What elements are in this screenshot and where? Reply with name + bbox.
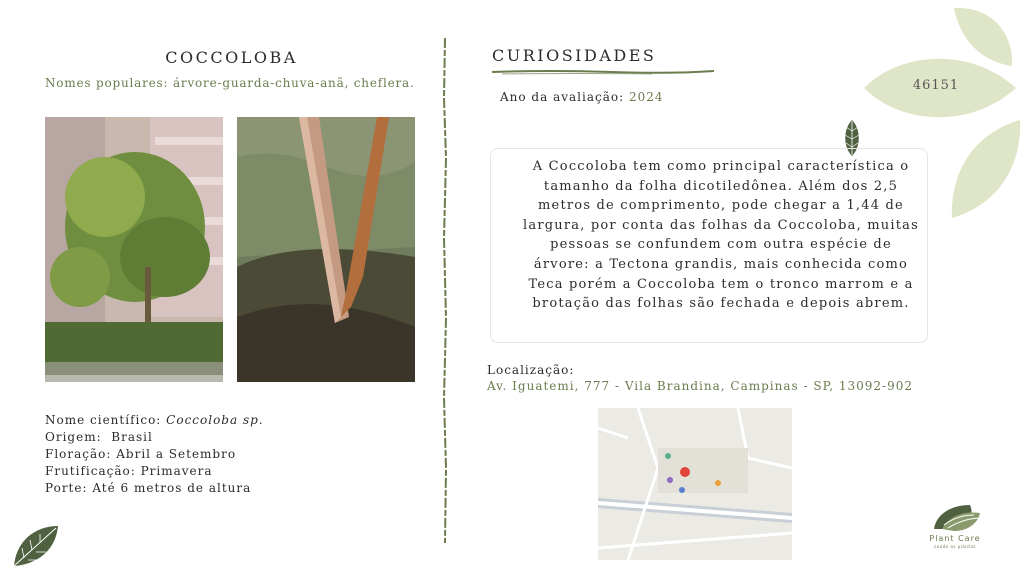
location-label: Localização:: [487, 363, 575, 377]
evaluation-year-value: 2024: [628, 90, 664, 104]
tree-photo: [45, 117, 223, 382]
location-map[interactable]: [598, 408, 792, 560]
fact-fruiting: Frutificação: Primavera: [45, 464, 213, 478]
popular-names-value: árvore-guarda-chuva-anã, cheflera.: [172, 76, 415, 90]
evaluation-year-label: Ano da avaliação:: [500, 90, 625, 104]
brand-tagline: saúde as plantas: [934, 544, 976, 549]
fact-size: Porte: Até 6 metros de altura: [45, 481, 252, 495]
fact-origin: Origem: Brasil: [45, 430, 153, 444]
trunk-photo: [237, 117, 415, 382]
curiosities-text: A Coccoloba tem como principal característica o tamanho da folha dicotiledônea. Além dos 2,5 metros de comprimento, pode chegar a 1,44 de largura, por conta das folhas da Coccoloba, muitas pessoas se confundem com outra espécie de árvore: a Tectona grandis, mais conhecida como Teca porém a Coccoloba tem o tronco marrom e a brotação das folhas são fechada e depois abrem.: [523, 159, 919, 312]
fact-flowering: Floração: Abril a Setembro: [45, 447, 237, 461]
title-underline: [492, 68, 714, 76]
brand-name: Plant Care: [929, 534, 981, 543]
plant-facts: [45, 412, 264, 497]
fact-scientific-name: Nome científico: Coccoloba sp.: [45, 413, 264, 427]
leaf-decoration-icon: [10, 522, 62, 570]
vertical-divider: [440, 38, 450, 543]
plant-title: COCCOLOBA: [165, 48, 298, 67]
evaluation-year: [500, 90, 664, 104]
popular-names: [45, 76, 415, 90]
location-address: Av. Iguatemi, 777 - Vila Brandina, Campinas - SP, 13092-902: [487, 379, 913, 393]
plant-code-badge: 46151: [912, 78, 960, 93]
curiosities-title: CURIOSIDADES: [492, 46, 657, 65]
popular-names-label: Nomes populares:: [45, 76, 169, 90]
leaf-cluster-decoration: [862, 4, 1024, 222]
plant-care-logo-icon: [930, 503, 982, 533]
